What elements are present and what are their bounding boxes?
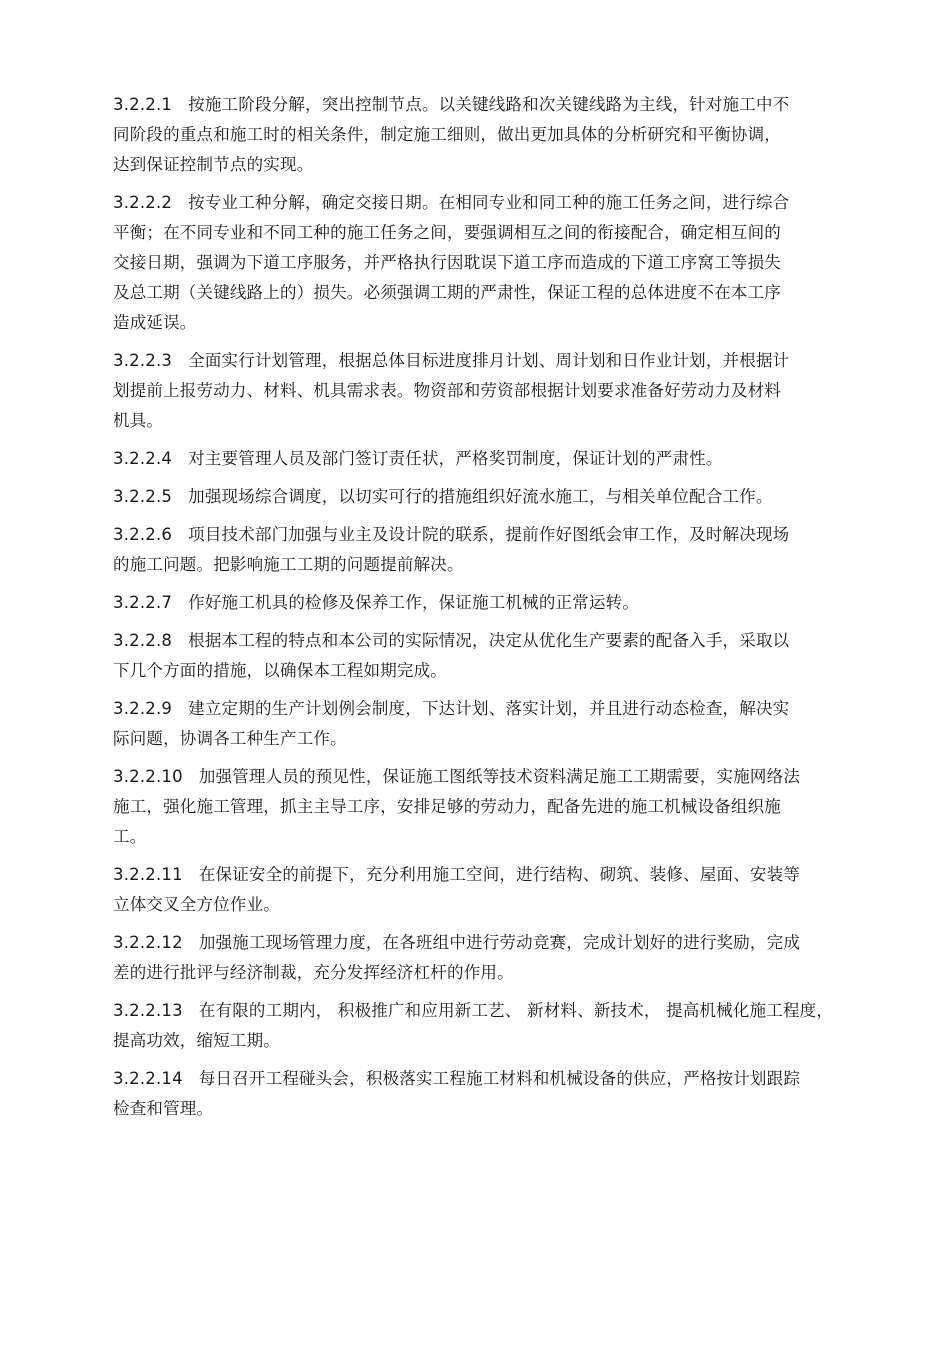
paragraph-line [113,218,873,248]
line-text: 同阶段的重点和施工时的相关条件，制定施工细则，做出更加具体的分析研究和平衡协调， [113,125,781,144]
line-text: 按施工阶段分解，突出控制节点。以关键线路和次关键线路为主线，针对施工中不 [188,95,790,114]
paragraph [113,588,873,618]
section-number: 3.2.2.2 [113,193,173,212]
paragraph-line [113,656,873,686]
line-text: 检查和管理。 [113,1099,214,1118]
line-text: 加强现场综合调度，以切实可行的措施组织好流水施工，与相关单位配合工作。 [188,487,773,506]
line-text: 际问题，协调各工种生产工作。 [113,729,347,748]
line-text: 差的进行批评与经济制裁，充分发挥经济杠杆的作用。 [113,963,514,982]
paragraph-line [113,308,873,338]
section-number: 3.2.2.12 [113,933,183,952]
paragraph [113,520,873,580]
line-text: 加强管理人员的预见性，保证施工图纸等技术资料满足施工工期需要，实施网络法 [198,767,801,786]
paragraph-line [113,444,873,474]
line-text: 根据本工程的特点和本公司的实际情况，决定从优化生产要素的配备入手，采取以 [188,631,790,650]
section-number: 3.2.2.6 [113,525,173,544]
paragraph-line [113,822,873,852]
paragraph [113,996,873,1056]
section-number: 3.2.2.8 [113,631,173,650]
paragraph-line [113,520,873,550]
section-number: 3.2.2.7 [113,593,173,612]
paragraph-line [113,724,873,754]
line-text: 机具。 [113,411,164,430]
line-text: 下几个方面的措施，以确保本工程如期完成。 [113,661,447,680]
paragraph-line [113,248,873,278]
paragraph [113,444,873,474]
paragraph-line [113,406,873,436]
line-text: 工。 [113,827,147,846]
paragraph-line [113,482,873,512]
paragraph-line [113,626,873,656]
paragraph-line [113,188,873,218]
paragraph-line [113,376,873,406]
paragraph [113,626,873,686]
section-number: 3.2.2.4 [113,449,173,468]
line-text: 全面实行计划管理，根据总体目标进度排月计划、周计划和日作业计划，并根据计 [188,351,790,370]
section-number: 3.2.2.14 [113,1069,183,1088]
section-number: 3.2.2.3 [113,351,173,370]
paragraph [113,90,873,180]
paragraph-line [113,890,873,920]
line-text: 每日召开工程碰头会，积极落实工程施工材料和机械设备的供应，严格按计划跟踪 [198,1069,801,1088]
paragraph-line [113,550,873,580]
line-text: 项目技术部门加强与业主及设计院的联系，提前作好图纸会审工作，及时解决现场 [188,525,790,544]
paragraph-line [113,120,873,150]
paragraph [113,1064,873,1124]
paragraph-line [113,90,873,120]
line-text: 提高功效，缩短工期。 [113,1031,280,1050]
section-number: 3.2.2.9 [113,699,173,718]
line-text: 达到保证控制节点的实现。 [113,155,314,174]
paragraph-line [113,694,873,724]
line-text: 加强施工现场管理力度，在各班组中进行劳动竞赛，完成计划好的进行奖励，完成 [198,933,801,952]
section-number: 3.2.2.13 [113,1001,183,1020]
line-text: 交接日期，强调为下道工序服务，并严格执行因耽误下道工序而造成的下道工序窝工等损失 [113,253,781,272]
paragraph-line [113,958,873,988]
section-number: 3.2.2.5 [113,487,173,506]
paragraph-line [113,1064,873,1094]
paragraph-line [113,762,873,792]
line-text: 的施工问题。把影响施工工期的问题提前解决。 [113,555,464,574]
paragraph-line [113,1026,873,1056]
paragraph-line [113,928,873,958]
paragraph-line [113,860,873,890]
section-number: 3.2.2.1 [113,95,173,114]
paragraph-line [113,346,873,376]
paragraph [113,860,873,920]
paragraph-line [113,588,873,618]
paragraph-line [113,278,873,308]
line-text: 在保证安全的前提下，充分利用施工空间，进行结构、砌筑、装修、屋面、安装等 [198,865,801,884]
paragraph-line [113,792,873,822]
paragraph [113,482,873,512]
document-body [113,90,873,1132]
line-text: 建立定期的生产计划例会制度，下达计划、落实计划，并且进行动态检查，解决实 [188,699,790,718]
line-text: 划提前上报劳动力、材料、机具需求表。物资部和劳资部根据计划要求准备好劳动力及材料 [113,381,781,400]
section-number: 3.2.2.10 [113,767,183,786]
line-text: 造成延误。 [113,313,197,332]
paragraph [113,694,873,754]
line-text: 作好施工机具的检修及保养工作，保证施工机械的正常运转。 [188,593,640,612]
paragraph [113,928,873,988]
line-text: 对主要管理人员及部门签订责任状，严格奖罚制度，保证计划的严肃性。 [188,449,723,468]
paragraph-line [113,150,873,180]
line-text: 及总工期（关键线路上的）损失。必须强调工期的严肃性，保证工程的总体进度不在本工序 [113,283,781,302]
paragraph-line [113,996,873,1026]
paragraph [113,188,873,338]
section-number: 3.2.2.11 [113,865,183,884]
paragraph [113,346,873,436]
line-text: 立体交叉全方位作业。 [113,895,280,914]
line-text: 按专业工种分解，确定交接日期。在相同专业和同工种的施工任务之间，进行综合 [188,193,790,212]
paragraph [113,762,873,852]
line-text: 施工，强化施工管理，抓主主导工序，安排足够的劳动力，配备先进的施工机械设备组织施 [113,797,781,816]
paragraph-line [113,1094,873,1124]
line-text: 在有限的工期内， 积极推广和应用新工艺、 新材料、新技术， 提高机械化施工程度， [198,1001,834,1020]
line-text: 平衡；在不同专业和不同工种的施工任务之间，要强调相互之间的衔接配合，确定相互间的 [113,223,781,242]
